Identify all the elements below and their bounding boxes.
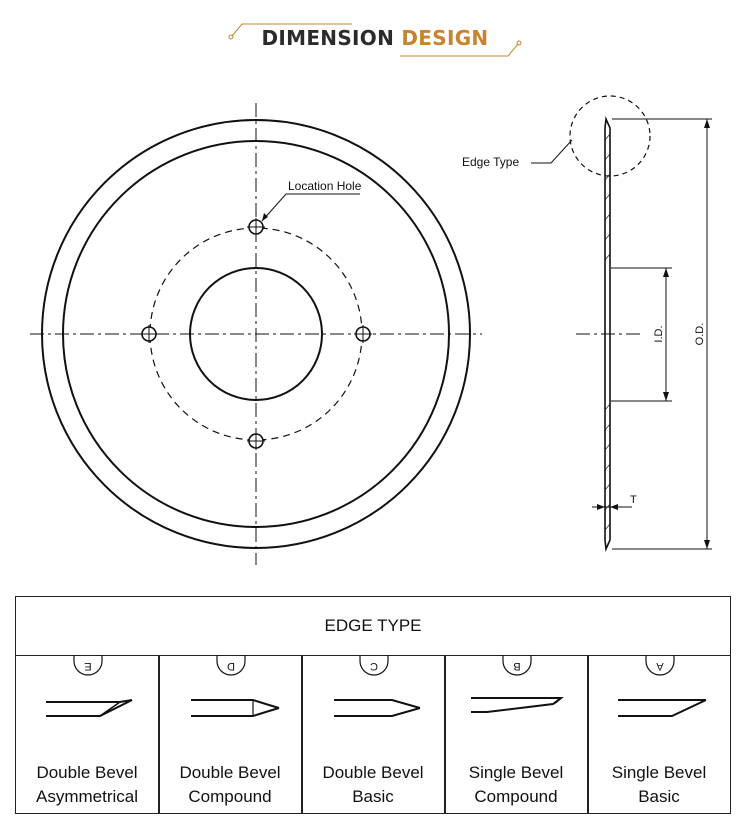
edge-type-label-a: Single Bevel Basic: [611, 763, 707, 806]
edge-type-label-b: Single Bevel Compound: [468, 763, 564, 806]
edge-type-title: EDGE TYPE: [16, 597, 730, 656]
location-hole-leader: [262, 194, 360, 221]
edge-type-label-e: Double Bevel Asymmetrical: [35, 763, 138, 806]
od-dimension-label: O.D.: [694, 322, 706, 346]
blade-drawing: [0, 70, 750, 590]
edge-type-table: [15, 596, 731, 814]
edge-type-cell-b: [445, 655, 587, 813]
edge-type-label-d: Double Bevel Compound: [179, 763, 281, 806]
edge-type-cell-e: [16, 655, 158, 813]
edge-letter-d: D: [227, 660, 235, 672]
id-dimension-label: I.D.: [653, 325, 665, 343]
double-bevel-basic-icon: [302, 655, 444, 755]
edge-type-cell-d: [159, 655, 301, 813]
edge-type-label: Edge Type: [462, 155, 520, 169]
title-word-design: DESIGN: [401, 26, 489, 50]
page-title: [0, 26, 750, 50]
header: [0, 0, 750, 70]
edge-letter-b: B: [513, 660, 521, 672]
t-dimension-label: T: [630, 494, 637, 506]
single-bevel-compound-icon: [445, 655, 587, 755]
edge-type-label-c: Double Bevel Basic: [322, 763, 424, 806]
double-bevel-asymmetrical-icon: [16, 655, 158, 755]
single-bevel-basic-icon: [588, 655, 730, 755]
edge-letter-c: C: [370, 660, 378, 672]
location-hole-label: Location Hole: [288, 179, 362, 193]
edge-letter-e: E: [84, 660, 92, 672]
edge-type-cell-a: [588, 655, 730, 813]
edge-type-leader: [531, 140, 572, 163]
title-word-dimension: DIMENSION: [261, 26, 395, 50]
double-bevel-compound-icon: [159, 655, 301, 755]
edge-letter-a: A: [656, 660, 664, 672]
edge-type-cell-c: [302, 655, 444, 813]
